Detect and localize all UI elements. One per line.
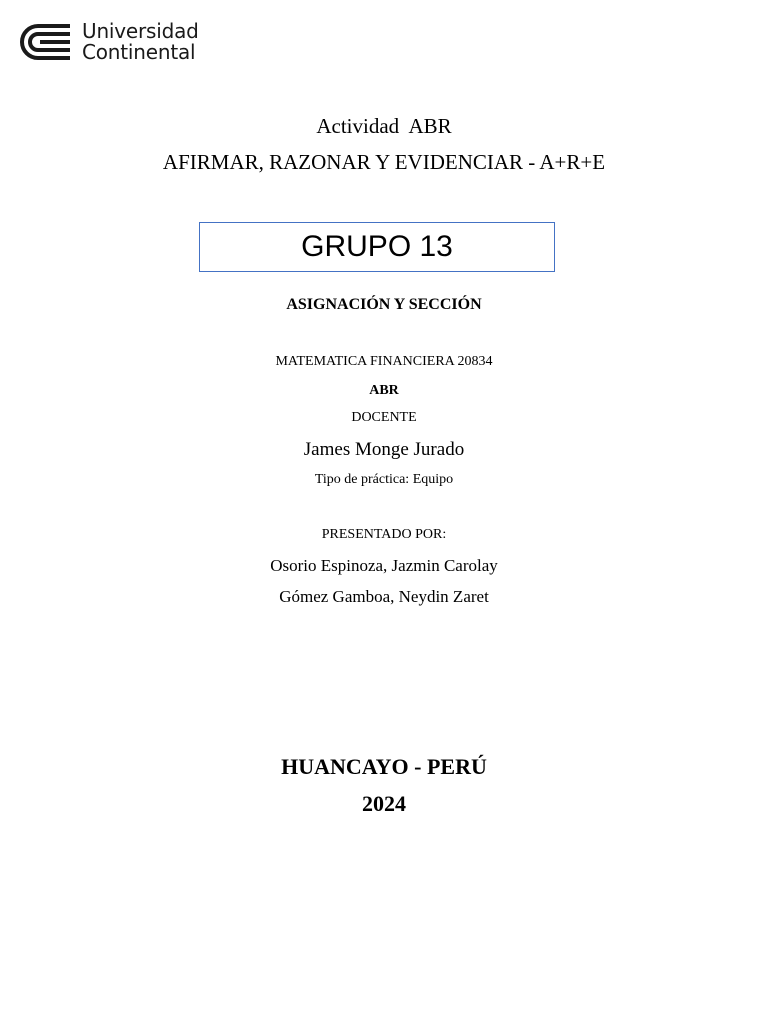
university-logo-mark-icon (18, 22, 74, 62)
assignment-heading: ASIGNACIÓN Y SECCIÓN (286, 296, 482, 313)
logo-wordmark (82, 21, 199, 63)
activity-title: Actividad ABR (316, 114, 452, 138)
activity-subtitle: AFIRMAR, RAZONAR Y EVIDENCIAR - A+R+E (162, 150, 606, 174)
group-box (199, 222, 555, 272)
teacher-label: DOCENTE (351, 410, 417, 425)
logo-line-2: Continental (82, 40, 196, 64)
university-logo (18, 20, 199, 64)
member-name: Osorio Espinoza, Jazmin Carolay (270, 556, 498, 575)
group-label: GRUPO 13 (301, 230, 453, 263)
course-abbr: ABR (369, 383, 399, 398)
presented-by-label: PRESENTADO POR: (321, 527, 447, 542)
logo-line-1: Universidad (82, 19, 199, 43)
practice-type: Tipo de práctica: Equipo (314, 472, 454, 487)
course-name: MATEMATICA FINANCIERA 20834 (275, 354, 493, 369)
city-country: HUANCAYO - PERÚ (281, 754, 487, 779)
member-name: Gómez Gamboa, Neydin Zaret (279, 587, 489, 606)
teacher-name: James Monge Jurado (303, 439, 465, 460)
year: 2024 (362, 791, 406, 816)
